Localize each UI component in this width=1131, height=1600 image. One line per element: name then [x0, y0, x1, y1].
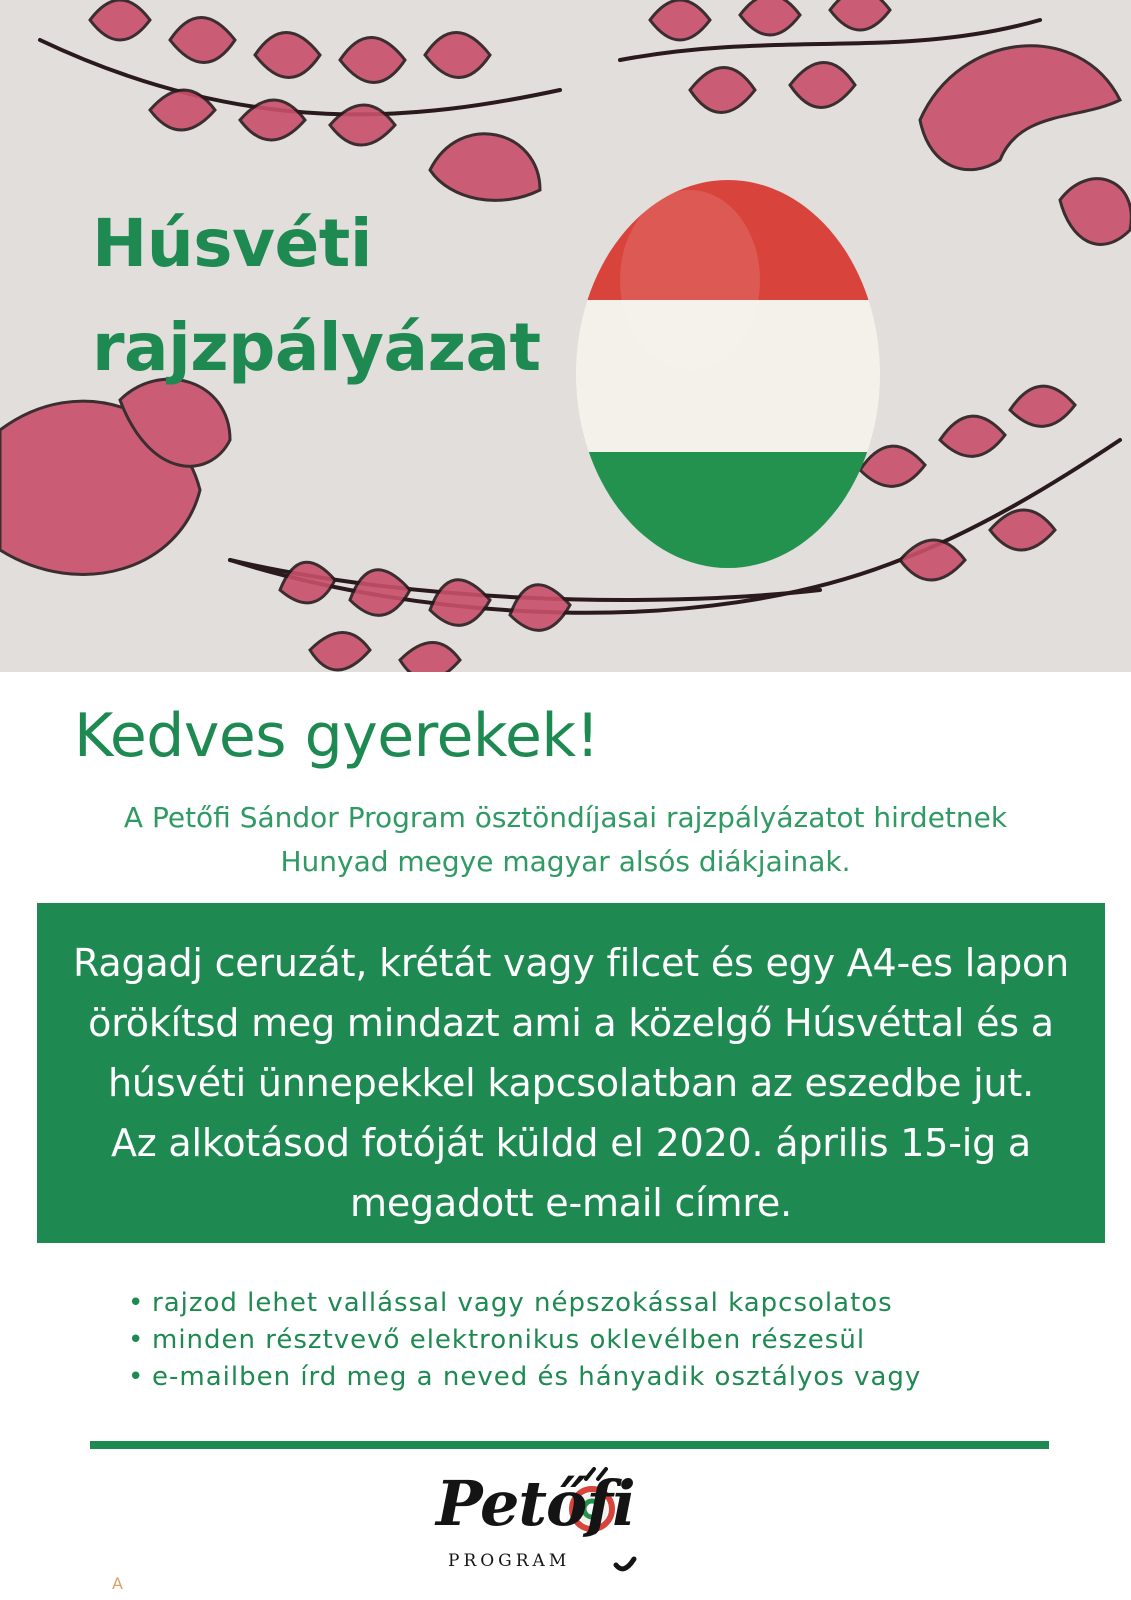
greeting-heading: Kedves gyerekek! — [74, 701, 600, 771]
list-item — [128, 1322, 921, 1359]
intro-line-2: Hunyad megye magyar alsós diákjainak. — [280, 845, 851, 878]
list-item — [128, 1359, 921, 1396]
list-item-text: minden résztvevő elektronikus oklevélben részesül — [152, 1325, 866, 1355]
list-item-text: rajzod lehet vallással vagy népszokással kapcsolatos — [152, 1288, 893, 1318]
callout-line: Ragadj ceruzát, krétát vagy filcet és egy A4-es lapon — [73, 941, 1069, 985]
list-item — [128, 1285, 921, 1322]
hero-title-line1: Húsvéti — [92, 205, 372, 282]
logo-word: Petőfi — [436, 1467, 635, 1540]
callout-line: húsvéti ünnepekkel kapcsolatban az eszedbe jut. — [108, 1061, 1034, 1105]
hero-title-line2: rajzpályázat — [92, 309, 541, 386]
callout-line: örökítsd meg mindazt ami a közelgő Húsvéttal és a — [88, 1001, 1054, 1045]
callout-line: Az alkotásod fotóját küldd el 2020. április 15-ig a — [111, 1121, 1031, 1165]
hero-title — [92, 192, 541, 400]
logo-subtitle: PROGRAM — [448, 1551, 571, 1571]
divider — [90, 1441, 1049, 1449]
hero-photo — [0, 0, 1131, 672]
bullet-icon: • — [128, 1362, 145, 1392]
bullet-icon: • — [128, 1325, 145, 1355]
intro-line-1: A Petőfi Sándor Program ösztöndíjasai rajzpályázatot hirdetnek — [123, 801, 1008, 834]
instructions-callout — [37, 903, 1105, 1243]
callout-line: megadott e-mail címre. — [350, 1181, 792, 1225]
intro-text — [40, 796, 1091, 884]
rules-list — [128, 1285, 921, 1396]
petofi-program-logo — [436, 1465, 696, 1585]
corner-mark: A — [112, 1574, 123, 1593]
list-item-text: e-mailben írd meg a neved és hányadik osztályos vagy — [152, 1362, 922, 1392]
bullet-icon: • — [128, 1288, 145, 1318]
